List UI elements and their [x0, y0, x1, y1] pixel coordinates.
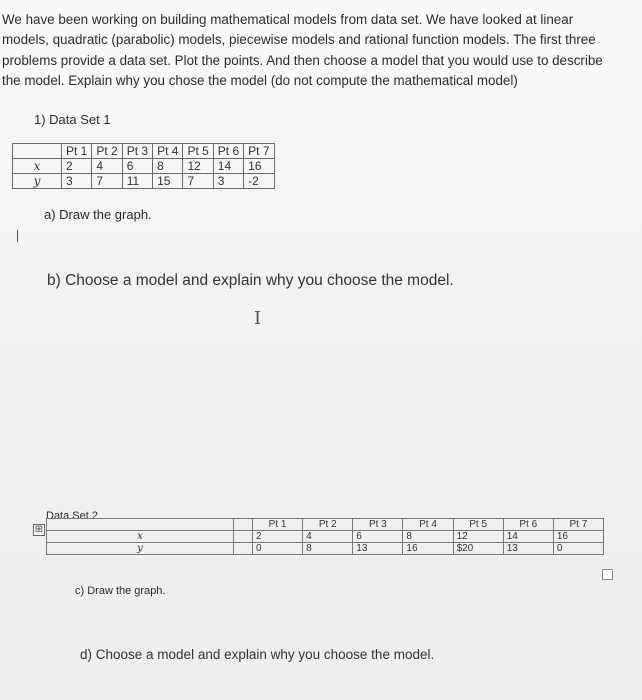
table-row-y: [47, 543, 604, 555]
intro-line: We have been working on building mathematical models from data set. We have looked at linear: [2, 12, 574, 27]
table-header-cell[interactable]: Pt 5: [453, 519, 503, 531]
table-cell[interactable]: 3: [213, 174, 243, 189]
table-corner-cell[interactable]: [13, 144, 62, 159]
table-header-cell[interactable]: Pt 7: [553, 519, 603, 531]
table-cell[interactable]: 11: [122, 174, 152, 189]
table-header-cell[interactable]: Pt 4: [153, 144, 183, 159]
table-cell[interactable]: 16: [403, 543, 453, 555]
question-a: a) Draw the graph.: [44, 207, 152, 222]
question-c: c) Draw the graph.: [75, 585, 166, 597]
table-header-cell[interactable]: Pt 1: [253, 519, 303, 531]
data-set-2-table[interactable]: [46, 518, 604, 555]
table-cell[interactable]: 12: [183, 159, 213, 174]
table-cell[interactable]: 14: [213, 159, 243, 174]
table-header-cell[interactable]: Pt 6: [503, 519, 553, 531]
table-cell[interactable]: 4: [303, 531, 353, 543]
table-cell[interactable]: 6: [353, 531, 403, 543]
table-cell[interactable]: 13: [503, 543, 553, 555]
table-header-cell[interactable]: Pt 2: [92, 144, 122, 159]
table-cell[interactable]: 2: [253, 531, 303, 543]
table-cell[interactable]: 7: [92, 174, 122, 189]
row-label-x[interactable]: x: [13, 159, 62, 174]
table-cell[interactable]: 0: [253, 543, 303, 555]
table-cell[interactable]: 16: [553, 531, 603, 543]
row-label-x[interactable]: x: [47, 531, 234, 543]
table-blank-cell[interactable]: [234, 543, 253, 555]
table-cell[interactable]: 16: [244, 159, 274, 174]
table-header-cell[interactable]: Pt 3: [353, 519, 403, 531]
table-header-cell[interactable]: Pt 6: [213, 144, 243, 159]
table-header-cell[interactable]: Pt 7: [244, 144, 274, 159]
table-cell[interactable]: -2: [244, 174, 274, 189]
table-blank-cell[interactable]: [47, 519, 234, 531]
table-header-cell[interactable]: Pt 5: [183, 144, 213, 159]
table-row-x: [13, 159, 275, 174]
table-cell[interactable]: 6: [122, 159, 152, 174]
table-cell[interactable]: 8: [303, 543, 353, 555]
intro-line: problems provide a data set. Plot the points. And then choose a model that you would use to describe: [2, 52, 603, 68]
table-header-cell[interactable]: Pt 3: [122, 144, 152, 159]
table-cell[interactable]: 2: [62, 159, 92, 174]
text-cursor-icon: I: [254, 308, 262, 329]
table-cell[interactable]: 15: [153, 174, 183, 189]
table-cell[interactable]: 7: [183, 174, 213, 189]
row-label-y[interactable]: y: [13, 174, 62, 189]
table-cell[interactable]: 14: [503, 531, 553, 543]
data-set-1-table[interactable]: [12, 143, 275, 189]
table-cell[interactable]: 8: [153, 159, 183, 174]
table-header-cell[interactable]: Pt 4: [403, 519, 453, 531]
table-cell[interactable]: 4: [92, 159, 122, 174]
table-header-row: [47, 519, 604, 531]
intro-line: the model. Explain why you chose the model (do not compute the mathematical model): [2, 73, 518, 89]
table-cell[interactable]: 13: [353, 543, 403, 555]
table-blank-cell[interactable]: [234, 531, 253, 543]
intro-line: models, quadratic (parabolic) models, piecewise models and rational function models. The first three: [2, 32, 596, 48]
table-cell[interactable]: 3: [62, 174, 92, 189]
question-d: d) Choose a model and explain why you choose the model.: [80, 647, 435, 662]
table-header-row: [13, 144, 275, 159]
table-row-x: [47, 531, 604, 543]
table-header-cell[interactable]: Pt 1: [62, 144, 92, 159]
table-cell[interactable]: 12: [453, 531, 503, 543]
row-label-y[interactable]: y: [47, 543, 234, 555]
table-cell[interactable]: $20: [453, 543, 503, 555]
table-resize-handle[interactable]: [602, 569, 613, 580]
table-cell[interactable]: 8: [403, 531, 453, 543]
table-row-y: [13, 174, 275, 189]
table-cell[interactable]: 0: [553, 543, 603, 555]
intro-paragraph: [2, 10, 632, 92]
table-header-cell[interactable]: Pt 2: [303, 519, 353, 531]
data-set-1-title: 1) Data Set 1: [34, 112, 111, 127]
question-b: b) Choose a model and explain why you choose the model.: [47, 272, 454, 289]
data-set-2-title: Data Set 2: [46, 510, 98, 522]
table-move-handle-icon[interactable]: ⊞: [34, 524, 44, 535]
table-blank-cell[interactable]: [234, 519, 253, 531]
margin-mark: [17, 230, 18, 242]
